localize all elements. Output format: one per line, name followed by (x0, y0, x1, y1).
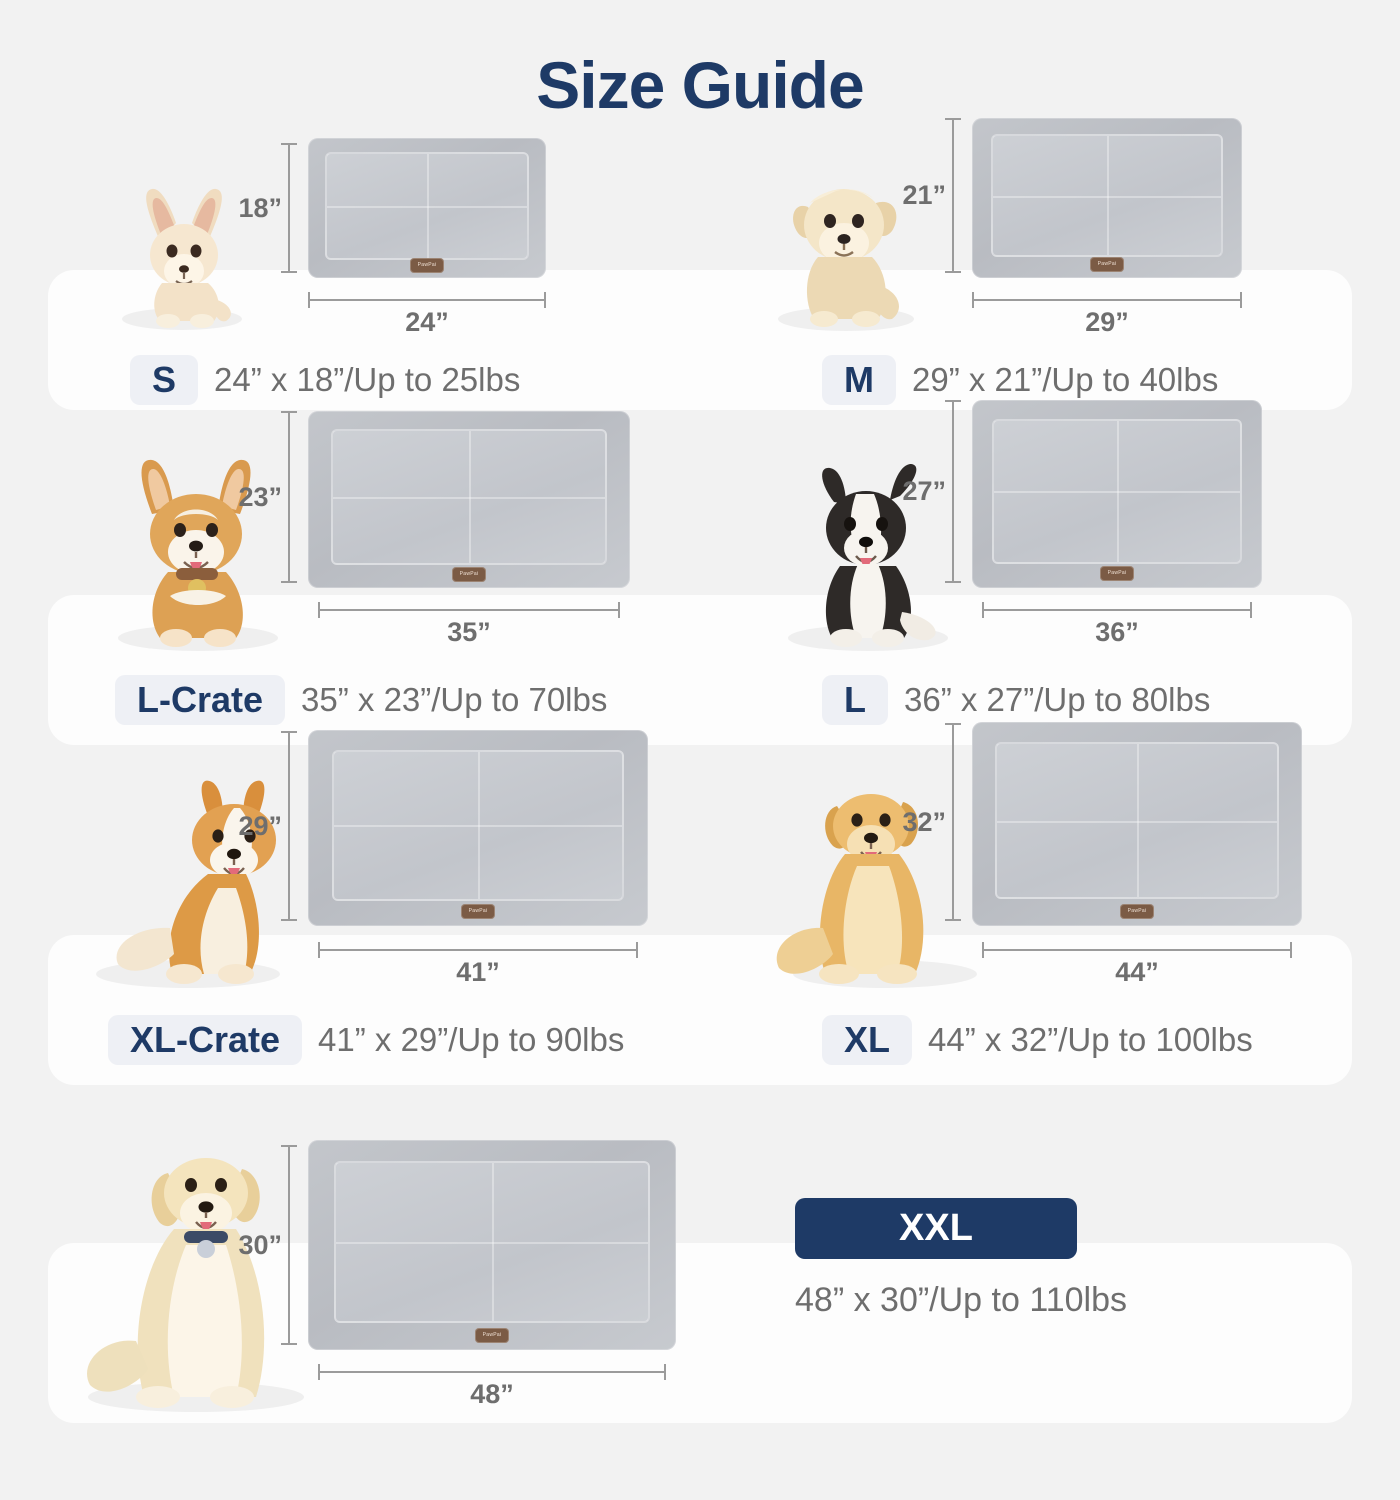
size-card-l-crate (30, 418, 680, 753)
size-chip-m: M (822, 355, 896, 405)
brand-tag: PawPai (410, 258, 444, 273)
width-dimension-label: 35” (447, 617, 491, 647)
width-dimension-label: 29” (1085, 307, 1129, 337)
size-row-group-1 (0, 118, 1400, 418)
dog-image-golden-retriever (765, 768, 1005, 998)
height-dimension-l (902, 400, 954, 583)
size-row-group-2 (0, 418, 1400, 753)
height-dimension-m (902, 118, 954, 273)
mat-xxl (308, 1140, 676, 1350)
brand-tag: PawPai (1100, 566, 1134, 581)
mat-s (308, 138, 546, 278)
dog-image-corgi (90, 446, 305, 661)
size-chip-xl: XL (822, 1015, 912, 1065)
mat-l (972, 400, 1262, 588)
size-card-l (730, 418, 1380, 753)
size-spec-m: 29” x 21”/Up to 40lbs (912, 360, 1219, 398)
width-dimension-s (308, 299, 546, 337)
size-spec-l-crate: 35” x 23”/Up to 70lbs (301, 680, 608, 718)
size-label-row-xl-crate (108, 1015, 624, 1065)
height-dimension-label: 23” (238, 481, 282, 512)
height-dimension-label: 18” (238, 192, 282, 223)
height-dimension-label: 32” (902, 806, 946, 837)
height-dimension-label: 30” (238, 1229, 282, 1260)
width-dimension-label: 44” (1115, 957, 1159, 987)
width-dimension-xxl (318, 1371, 666, 1409)
height-dimension-xl-crate (238, 731, 290, 921)
size-card-m (730, 118, 1380, 433)
mat-xl-crate (308, 730, 648, 926)
mat-m (972, 118, 1242, 278)
size-spec-xxl: 48” x 30”/Up to 110lbs (795, 1280, 1127, 1319)
width-dimension-xl (982, 949, 1292, 987)
dog-image-golden-retriever-large (60, 1121, 320, 1421)
height-dimension-label: 27” (902, 476, 946, 506)
page-title: Size Guide (536, 48, 864, 122)
width-dimension-label: 41” (456, 957, 500, 987)
size-label-block-xxl (795, 1198, 1315, 1320)
size-spec-s: 24” x 18”/Up to 25lbs (214, 360, 521, 398)
width-dimension-l (982, 609, 1252, 647)
size-row-group-3 (0, 753, 1400, 1093)
size-label-row-m (822, 355, 1218, 405)
size-spec-xl: 44” x 32”/Up to 100lbs (928, 1020, 1253, 1058)
size-spec-xl-crate: 41” x 29”/Up to 90lbs (318, 1020, 625, 1058)
size-card-xxl (30, 1093, 790, 1453)
width-dimension-m (972, 299, 1242, 337)
width-dimension-label: 36” (1095, 617, 1139, 647)
dog-image-chihuahua (90, 171, 260, 341)
brand-tag: PawPai (461, 904, 495, 919)
brand-tag: PawPai (1090, 257, 1124, 272)
height-dimension-label: 29” (238, 810, 282, 841)
height-dimension-label: 21” (902, 180, 946, 210)
size-chip-xl-crate: XL-Crate (108, 1015, 302, 1065)
height-dimension-l-crate (238, 411, 290, 583)
size-chip-xxl: XXL (795, 1198, 1077, 1259)
size-spec-l: 36” x 27”/Up to 80lbs (904, 680, 1211, 718)
width-dimension-xl-crate (318, 949, 638, 987)
size-label-row-l (822, 675, 1210, 725)
size-card-xl (730, 753, 1380, 1093)
brand-tag: PawPai (452, 567, 486, 582)
height-dimension-s (238, 143, 290, 273)
size-row-group-4 (0, 1093, 1400, 1453)
size-card-s (30, 118, 680, 433)
size-chip-l-crate: L-Crate (115, 675, 285, 725)
height-dimension-xxl (238, 1145, 290, 1345)
mat-xl (972, 722, 1302, 926)
width-dimension-l-crate (318, 609, 620, 647)
brand-tag: PawPai (475, 1328, 509, 1343)
height-dimension-xl (902, 723, 954, 921)
dog-image-shiba-inu (58, 768, 298, 998)
size-chip-s: S (130, 355, 198, 405)
brand-tag: PawPai (1120, 904, 1154, 919)
mat-l-crate (308, 411, 630, 588)
width-dimension-label: 48” (470, 1379, 514, 1409)
size-label-row-xl (822, 1015, 1253, 1065)
size-chip-l: L (822, 675, 888, 725)
size-label-row-s (130, 355, 520, 405)
size-label-row-l-crate (115, 675, 607, 725)
size-card-xl-crate (30, 753, 680, 1093)
width-dimension-label: 24” (405, 307, 449, 337)
